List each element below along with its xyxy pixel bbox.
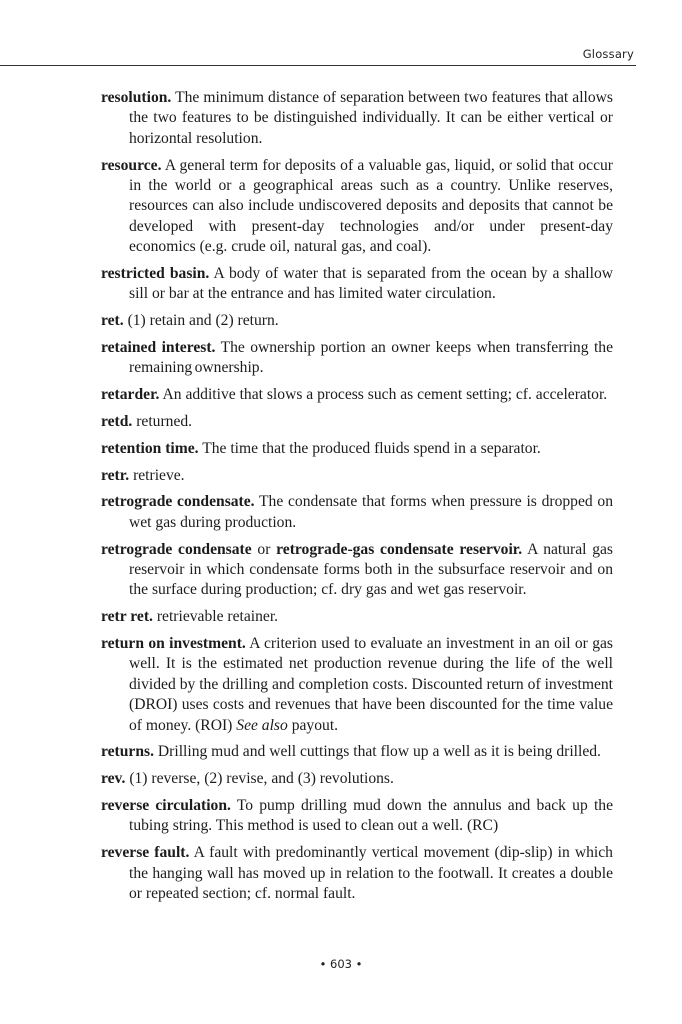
glossary-entry [101, 796, 613, 837]
see-also-label: See also [236, 716, 288, 734]
entry-definition: returned. [136, 413, 193, 431]
entry-definition: To pump drilling mud down the annulus and back up the tubing string. This method is used to clean out a well. (RC) [129, 797, 613, 835]
entry-term: restricted basin. [101, 265, 210, 283]
entry-definition: The condensate that forms when pressure is dropped on wet gas during production. [129, 493, 614, 531]
glossary-entry [101, 769, 613, 789]
entry-definition: The ownership portion an owner keeps when transferring the remaining ownership. [129, 339, 613, 377]
glossary-entry [101, 634, 613, 736]
entry-term: retd. [101, 413, 133, 431]
entry-definition: A body of water that is separated from the ocean by a shallow sill or bar at the entrance and has limited water circulation. [129, 265, 614, 303]
glossary-entry [101, 492, 613, 533]
entry-term: rev. [101, 770, 126, 788]
entry-term: ret. [101, 312, 124, 330]
glossary-entry [101, 540, 613, 601]
entry-term: resolution. [101, 89, 172, 106]
entry-definition: The time that the produced fluids spend in a separator. [202, 439, 541, 457]
see-also-target: payout. [291, 716, 339, 734]
entry-definition: An additive that slows a process such as cement setting; cf. accelerator. [162, 386, 608, 404]
entry-definition: A general term for deposits of a valuable gas, liquid, or solid that occur in the world or a geographical areas such as a country. Unlike reserves, resources can also include undiscovered deposits and deposits that cannot be developed with present-day technologies and/or under present-day economics (e.g. crude oil, natural gas, and coal). [129, 156, 613, 256]
glossary-entry [101, 466, 613, 486]
entry-term: retention time. [101, 439, 199, 457]
glossary-entry [101, 156, 613, 258]
entry-term: retained interest. [101, 339, 216, 357]
entry-term: return on investment. [101, 635, 246, 653]
entry-connector: or [257, 540, 271, 558]
page-number: • 603 • [319, 957, 363, 971]
entry-term: retarder. [101, 386, 160, 404]
running-head: Glossary [582, 47, 634, 61]
entry-definition: A fault with predominantly vertical movement (dip-slip) in which the hanging wall has moved up in relation to the footwall. It creates a double or repeated section; cf. normal fault. [129, 844, 613, 903]
entry-term: retrograde condensate. [101, 493, 255, 511]
entry-term: retr. [101, 466, 130, 484]
glossary-entry [101, 412, 613, 432]
header-rule [0, 65, 636, 66]
glossary-entry [101, 439, 613, 459]
entry-term: reverse fault. [101, 844, 190, 862]
entry-term: returns. [101, 743, 154, 761]
glossary-entry [101, 264, 613, 305]
entry-definition: retrievable retainer. [156, 608, 279, 626]
entry-term-alternate: retrograde-gas condensate reservoir. [276, 540, 523, 558]
entry-definition: (1) retain and (2) return. [127, 312, 279, 330]
glossary-entry [101, 742, 613, 762]
entry-term: retrograde condensate [101, 540, 252, 558]
glossary-entry [101, 311, 613, 331]
entry-definition: Drilling mud and well cuttings that flow up a well as it is being drilled. [157, 743, 601, 761]
entry-definition: (1) reverse, (2) revise, and (3) revolutions. [129, 770, 394, 788]
entry-definition: A criterion used to evaluate an investment in an oil or gas well. It is the estimated net production revenue during the life of the well divided by the drilling and completion costs. Discounted return of investment (DROI) uses costs and revenues that have been discounted for the time value of money. (ROI) [129, 635, 613, 734]
glossary-entry [101, 843, 613, 904]
glossary-entry [101, 338, 613, 379]
glossary-entries [101, 88, 613, 911]
glossary-entry [101, 607, 613, 627]
entry-term: reverse circulation. [101, 797, 231, 815]
entry-definition: retrieve. [133, 466, 185, 484]
glossary-entry [101, 385, 613, 405]
glossary-entry [101, 88, 613, 149]
entry-definition: The minimum distance of separation between two features that allows the two features to be distinguished individually. It can be either vertical or horizontal resolution. [129, 89, 613, 147]
entry-definition: A natural gas reservoir in which condensate forms both in the subsurface reservoir and on the surface during production; cf. dry gas and wet gas reservoir. [129, 540, 614, 599]
entry-term: retr ret. [101, 608, 153, 626]
entry-term: resource. [101, 156, 162, 174]
